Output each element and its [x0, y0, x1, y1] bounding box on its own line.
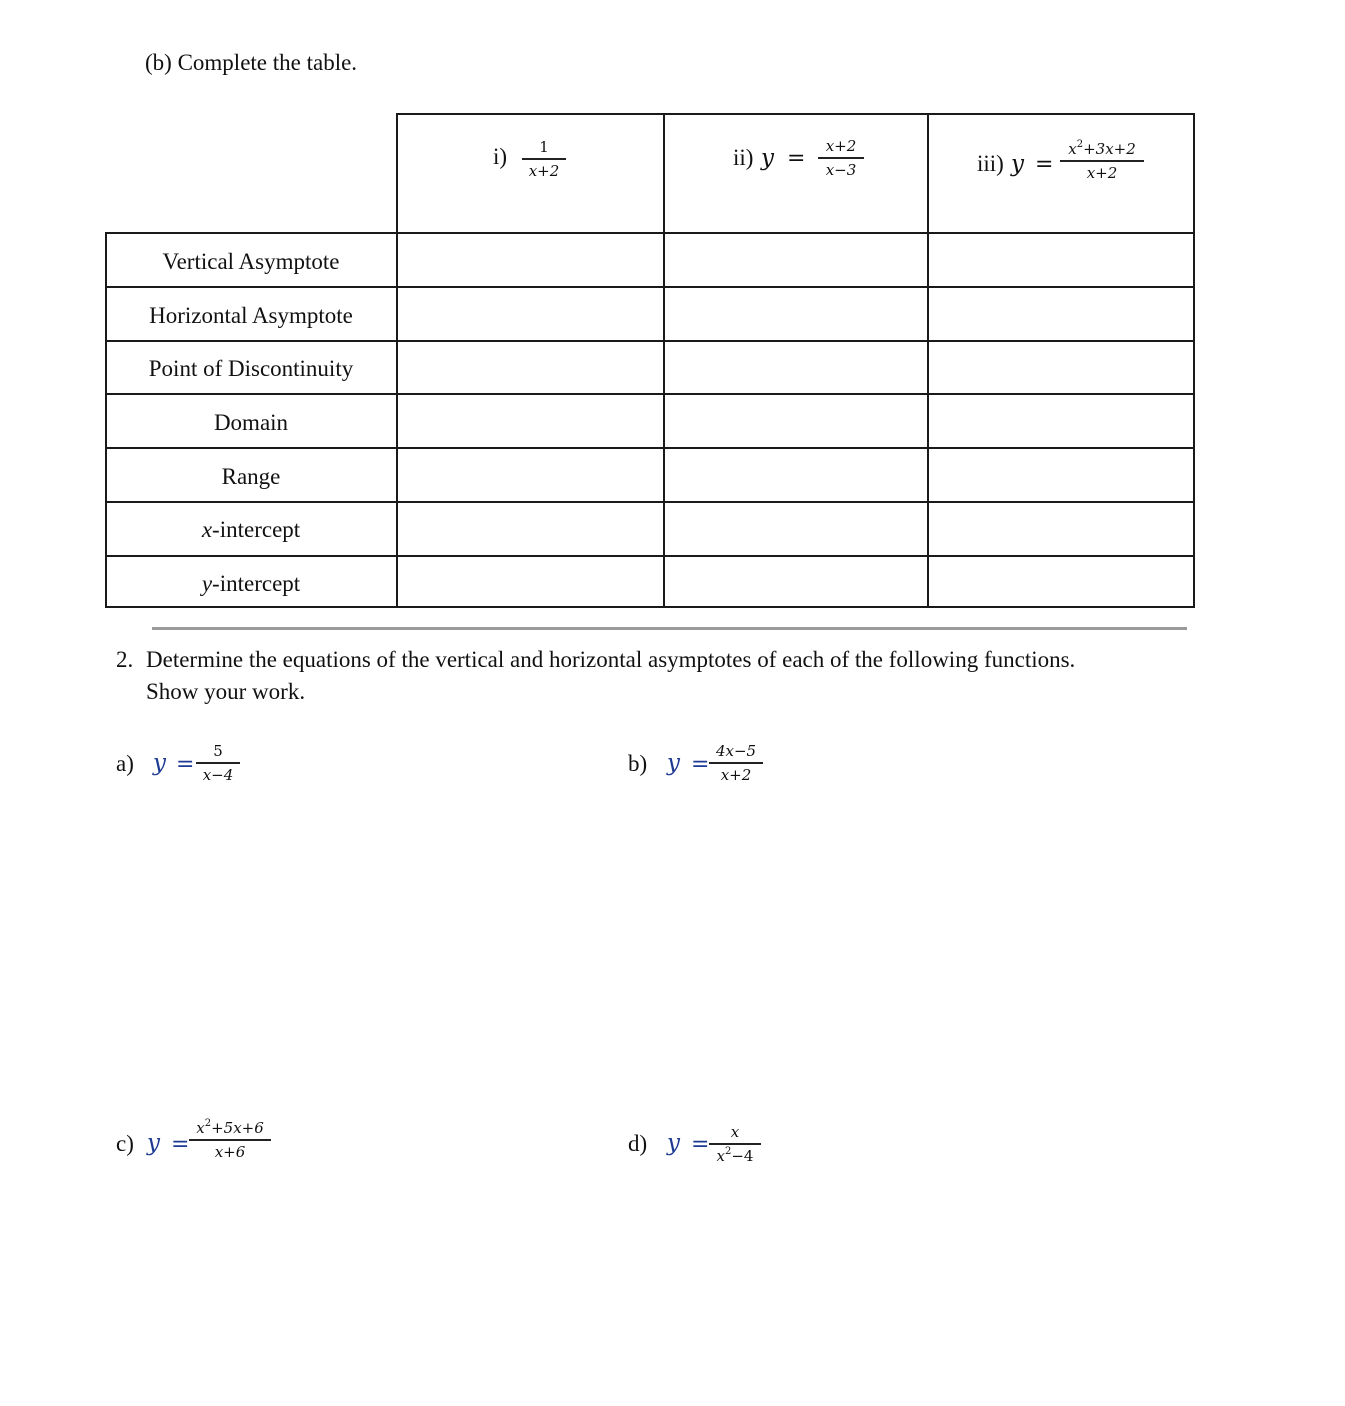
section-b-label: (b) Complete the table.: [145, 50, 358, 75]
fraction-denominator: x+2: [1086, 163, 1118, 182]
part-b-label: b): [628, 751, 648, 776]
column-header-i-fraction: [522, 140, 566, 179]
column-header-ii-equals: =: [787, 146, 806, 171]
table-line: [105, 447, 1195, 449]
table-line: [105, 232, 1195, 234]
row-label-vertical-asymptote: Vertical Asymptote: [162, 249, 340, 274]
question-2-text: [116, 644, 1216, 708]
fraction-denominator: x−3: [825, 160, 857, 179]
part-b-equals: =: [691, 752, 710, 777]
part-a-label: a): [116, 751, 134, 776]
column-header-iii-fraction: [1060, 139, 1144, 182]
fraction-numerator: 4x−5: [715, 742, 757, 760]
row-label-horizontal-asymptote: Horizontal Asymptote: [149, 303, 353, 328]
fraction-numerator: x+2: [825, 137, 857, 155]
table-line: [105, 286, 1195, 288]
numerator-base: x: [1068, 140, 1077, 158]
part-d-y: y: [667, 1130, 680, 1156]
fraction-denominator: x+2: [720, 765, 752, 784]
column-header-ii-y: y: [761, 145, 774, 171]
numerator-exponent: 2: [1076, 139, 1084, 150]
fraction-numerator: x: [730, 1123, 740, 1141]
numerator-exponent: 2: [204, 1118, 212, 1129]
y-variable: y: [201, 571, 213, 596]
column-header-i-prefix: i): [493, 144, 508, 169]
x-variable: x: [201, 517, 213, 542]
fraction-denominator: x−4: [202, 765, 234, 784]
intercept-text: -intercept: [212, 571, 301, 596]
part-a-equals: =: [176, 752, 195, 777]
part-c-label: c): [116, 1131, 134, 1156]
question-number: 2.: [116, 647, 134, 672]
column-header-ii-fraction: [818, 139, 864, 178]
row-label-point-of-discontinuity: Point of Discontinuity: [148, 356, 354, 381]
denominator-rest: −4: [731, 1146, 754, 1165]
row-label-domain: Domain: [213, 410, 289, 435]
table-line: [105, 606, 1195, 608]
part-d-fraction: [709, 1125, 761, 1164]
part-b-fraction: [709, 744, 763, 783]
fraction-numerator: [189, 1118, 271, 1139]
fraction-denominator: x+6: [214, 1142, 246, 1161]
table-line: [105, 340, 1195, 342]
numerator-rest: +5x+6: [211, 1119, 264, 1137]
numerator-rest: +3x+2: [1083, 140, 1136, 158]
fraction-numerator: 5: [213, 742, 223, 760]
row-label-y-intercept: [106, 571, 396, 597]
question-line-1: Determine the equations of the vertical and horizontal asymptotes of each of the following functions.: [146, 647, 1076, 672]
part-c-y: y: [147, 1130, 160, 1156]
numerator-base: x: [196, 1119, 205, 1137]
question-line-2: Show your work.: [146, 679, 306, 704]
row-label-x-intercept: [106, 517, 396, 543]
table-line: [927, 113, 929, 608]
fraction-denominator: x+2: [528, 161, 560, 180]
table-line: [105, 501, 1195, 503]
part-c-fraction: [189, 1118, 271, 1161]
column-header-ii-prefix: ii): [733, 145, 754, 170]
table-line: [105, 555, 1195, 557]
part-a-fraction: [196, 744, 240, 783]
table-line: [663, 113, 665, 608]
part-d-label: d): [628, 1131, 648, 1156]
table-line: [396, 113, 1195, 115]
part-b-y: y: [667, 750, 680, 776]
part-a-y: y: [153, 750, 166, 776]
row-label-range: Range: [221, 464, 281, 489]
section-divider: [152, 627, 1187, 630]
column-header-iii-y: y: [1011, 151, 1024, 177]
part-c-equals: =: [171, 1132, 190, 1157]
denominator-base: x: [716, 1146, 725, 1165]
intercept-text: -intercept: [212, 517, 301, 542]
denominator-exponent: 2: [724, 1145, 732, 1157]
fraction-numerator: [1060, 139, 1144, 160]
fraction-numerator: 1: [539, 138, 549, 156]
column-header-iii-prefix: iii): [977, 151, 1004, 176]
table-line: [105, 393, 1195, 395]
fraction-denominator: [709, 1145, 761, 1164]
part-d-equals: =: [691, 1132, 710, 1157]
column-header-iii-equals: =: [1035, 152, 1054, 177]
table-line: [1193, 113, 1195, 608]
table-line: [396, 113, 398, 608]
